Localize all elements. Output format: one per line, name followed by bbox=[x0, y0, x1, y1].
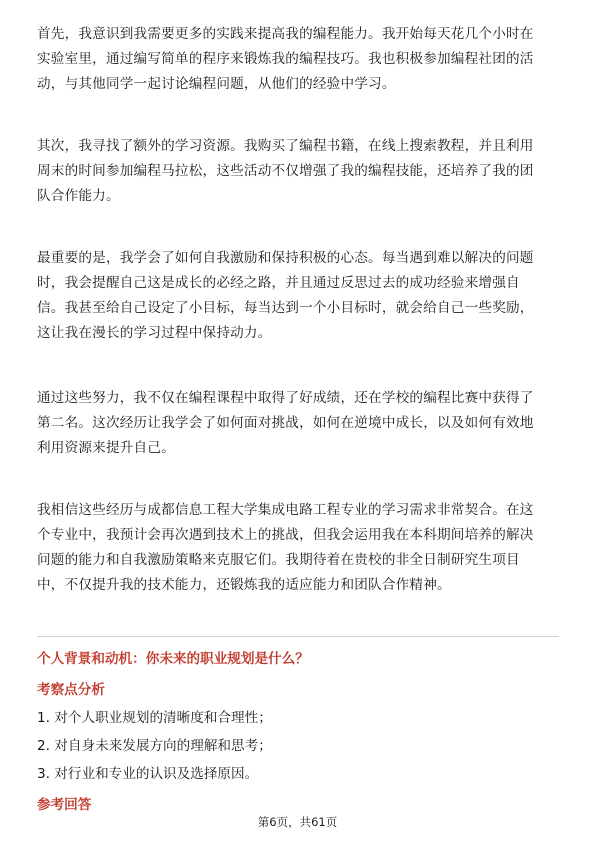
question-heading: 个人背景和动机：你未来的职业规划是什么？ bbox=[37, 651, 309, 667]
page-number: 第6页，共61页 bbox=[257, 815, 338, 829]
text-line: 问题的能力和自我激励策略来克服它们。我期待着在贵校的非全日制研究生项目 bbox=[37, 552, 520, 568]
text-line: 周末的时间参加编程马拉松，这些活动不仅增强了我的编程技能，还培养了我的团 bbox=[37, 163, 534, 179]
text-line: 信。我甚至给自己设定了小目标，每当达到一个小目标时，就会给自己一些奖励， bbox=[37, 300, 534, 316]
analysis-point: 1. 对个人职业规划的清晰度和合理性； bbox=[37, 710, 272, 726]
paragraph-motivation bbox=[37, 246, 562, 346]
text-line: 中，不仅提升我的技术能力，还锻炼我的适应能力和团队合作精神。 bbox=[37, 577, 451, 593]
text-line: 通过这些努力，我不仅在编程课程中取得了好成绩，还在学校的编程比赛中获得了 bbox=[37, 390, 534, 406]
text-line: 时，我会提醒自己这是成长的必经之路，并且通过反思过去的成功经验来增强自 bbox=[37, 275, 520, 291]
analysis-point: 3. 对行业和专业的认识及选择原因。 bbox=[37, 766, 259, 782]
text-line: 个专业中，我预计会再次遇到技术上的挑战，但我会运用我在本科期间培养的解决 bbox=[37, 527, 534, 543]
analysis-point: 2. 对自身未来发展方向的理解和思考； bbox=[37, 738, 272, 754]
section-divider bbox=[37, 636, 559, 637]
text-line: 动，与其他同学一起讨论编程问题，从他们的经验中学习。 bbox=[37, 76, 396, 92]
text-line: 利用资源来提升自己。 bbox=[37, 440, 175, 456]
paragraph-conclusion bbox=[37, 498, 562, 598]
text-line: 实验室里，通过编写简单的程序来锻炼我的编程技巧。我也积极参加编程社团的活 bbox=[37, 51, 534, 67]
paragraph-results bbox=[37, 386, 562, 461]
text-line: 首先，我意识到我需要更多的实践来提高我的编程能力。我开始每天花几个小时在 bbox=[37, 26, 534, 42]
text-line: 我相信这些经历与成都信息工程大学集成电路工程专业的学习需求非常契合。在这 bbox=[37, 502, 534, 518]
answer-heading: 参考回答 bbox=[37, 797, 92, 813]
text-line: 这让我在漫长的学习过程中保持动力。 bbox=[37, 325, 272, 341]
paragraph-practice bbox=[37, 22, 562, 97]
text-line: 队合作能力。 bbox=[37, 188, 120, 204]
analysis-heading: 考察点分析 bbox=[37, 682, 105, 698]
text-line: 最重要的是，我学会了如何自我激励和保持积极的心态。每当遇到难以解决的问题 bbox=[37, 250, 534, 266]
paragraph-resources bbox=[37, 134, 562, 209]
text-line: 第二名。这次经历让我学会了如何面对挑战，如何在逆境中成长，以及如何有效地 bbox=[37, 415, 534, 431]
text-line: 其次，我寻找了额外的学习资源。我购买了编程书籍，在线上搜索教程，并且利用 bbox=[37, 138, 534, 154]
